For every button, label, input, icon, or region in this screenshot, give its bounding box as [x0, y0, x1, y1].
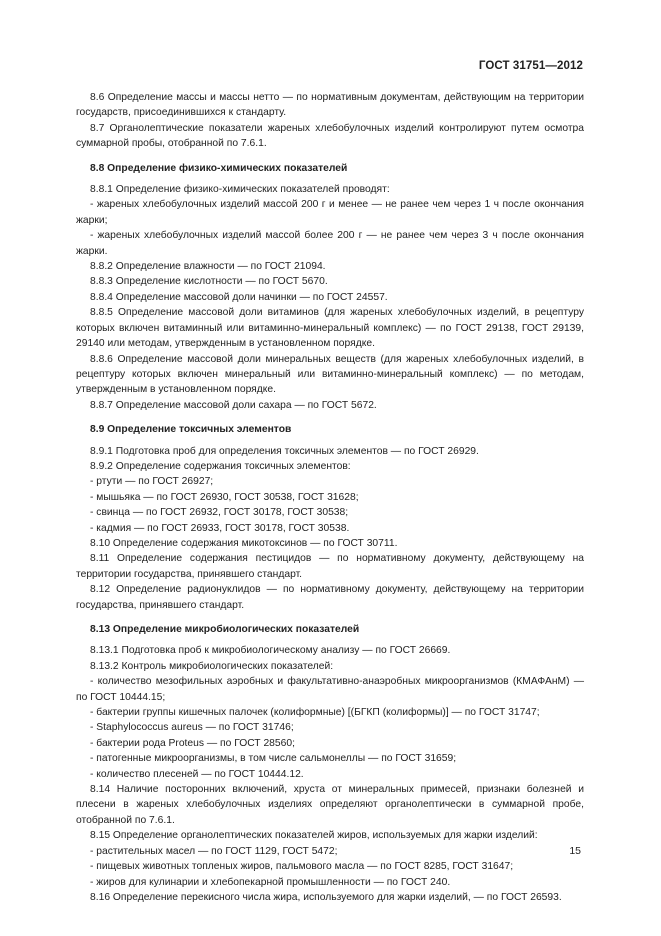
paragraph: 8.8.5 Определение массовой доли витаминов (для жареных хлебобулочных изделий, в рецептуру которых включен витаминный или витаминно-минеральный комплекс) — по ГОСТ 29138, ГОСТ 29139, 29140 или методам, утвержденным в установленном порядке.	[76, 307, 584, 350]
paragraph: - жареных хлебобулочных изделий массой 200 г и менее — не ранее чем через 1 ч после окончания жарки;	[76, 199, 584, 226]
paragraph: 8.12 Определение радионуклидов — по нормативному документу, действующему на территории государства, принявшего стандарт.	[76, 584, 584, 611]
paragraph: 8.11 Определение содержания пестицидов — по нормативному документу, действующему на территории государства, принявшего стандарт.	[76, 553, 584, 580]
paragraph: 8.6 Определение массы и массы нетто — по нормативным документам, действующим на территории государств, присоединившихся к стандарту.	[76, 92, 584, 119]
paragraph: 8.8.4 Определение массовой доли начинки — по ГОСТ 24557.	[90, 291, 388, 303]
paragraph: 8.7 Органолептические показатели жареных хлебобулочных изделий контролируют путем осмотра суммарной пробы, отобранной по 7.6.1.	[76, 122, 584, 150]
paragraph: - кадмия — по ГОСТ 26933, ГОСТ 30178, ГОСТ 30538.	[90, 522, 350, 534]
paragraph: - жиров для кулинарии и хлебопекарной промышленности — по ГОСТ 240.	[90, 876, 451, 888]
paragraph: 8.13.1 Подготовка проб к микробиологическому анализу — по ГОСТ 26669.	[90, 645, 451, 657]
paragraph: - свинца — по ГОСТ 26932, ГОСТ 30178, ГОСТ 30538;	[90, 507, 349, 519]
paragraph: 8.8.7 Определение массовой доли сахара — по ГОСТ 5672.	[90, 399, 377, 411]
paragraph: - жареных хлебобулочных изделий массой более 200 г — не ранее чем через 3 ч после окончания жарки.	[76, 230, 584, 257]
paragraph: - патогенные микроорганизмы, в том числе сальмонеллы — по ГОСТ 31659;	[90, 753, 457, 765]
paragraph: - мышьяка — по ГОСТ 26930, ГОСТ 30538, ГОСТ 31628;	[90, 491, 359, 503]
paragraph: 8.14 Наличие посторонних включений, хруста от минеральных примесей, признаки болезней и плесени в жареных хлебобулочных изделиях определяют органолептически в суммарной пробе, отобранной по 7.6.1.	[76, 784, 584, 826]
document-body	[76, 90, 584, 905]
section-heading: 8.9 Определение токсичных элементов	[90, 424, 292, 436]
paragraph: 8.8.6 Определение массовой доли минеральных веществ (для жареных хлебобулочных изделий, в рецептуру которых включен минеральный или витаминно-минеральный комплекс) — по методам, утвержденным в установленном порядке.	[76, 353, 584, 396]
paragraph: 8.10 Определение содержания микотоксинов — по ГОСТ 30711.	[90, 537, 398, 549]
paragraph: - ртути — по ГОСТ 26927;	[90, 476, 214, 488]
paragraph: 8.16 Определение перекисного числа жира, используемого для жарки изделий, — по ГОСТ 26593.	[90, 891, 562, 903]
paragraph: 8.8.1 Определение физико-химических показателей проводят:	[90, 184, 390, 196]
paragraph: 8.9.2 Определение содержания токсичных элементов:	[90, 460, 351, 472]
paragraph: 8.8.2 Определение влажности — по ГОСТ 21094.	[90, 261, 326, 273]
document-header: ГОСТ 31751—2012	[478, 60, 583, 72]
paragraph: - количество мезофильных аэробных и факультативно-анаэробных микроорганизмов (КМАФАнМ) — по ГОСТ 10444.15;	[76, 676, 584, 703]
section-heading: 8.8 Определение физико-химических показателей	[90, 162, 348, 174]
paragraph: - количество плесеней — по ГОСТ 10444.12.	[90, 768, 304, 780]
section-heading: 8.13 Определение микробиологических показателей	[90, 624, 360, 635]
page-number: 15	[569, 845, 581, 857]
paragraph: 8.8.3 Определение кислотности — по ГОСТ 5670.	[90, 276, 328, 288]
paragraph: - бактерии группы кишечных палочек (колиформные) [(БГКП (колиформы)] — по ГОСТ 31747;	[90, 707, 540, 719]
paragraph: - бактерии рода Proteus — по ГОСТ 28560;	[90, 737, 295, 749]
paragraph: 8.9.1 Подготовка проб для определения токсичных элементов — по ГОСТ 26929.	[90, 445, 479, 457]
paragraph: 8.15 Определение органолептических показателей жиров, используемых для жарки изделий:	[90, 830, 538, 842]
paragraph: - Staphylococcus aureus — по ГОСТ 31746;	[90, 722, 294, 734]
paragraph: - пищевых животных топленых жиров, пальмового масла — по ГОСТ 8285, ГОСТ 31647;	[90, 861, 514, 873]
paragraph: - растительных масел — по ГОСТ 1129, ГОСТ 5472;	[90, 845, 338, 857]
paragraph: 8.13.2 Контроль микробиологических показателей:	[90, 660, 334, 672]
